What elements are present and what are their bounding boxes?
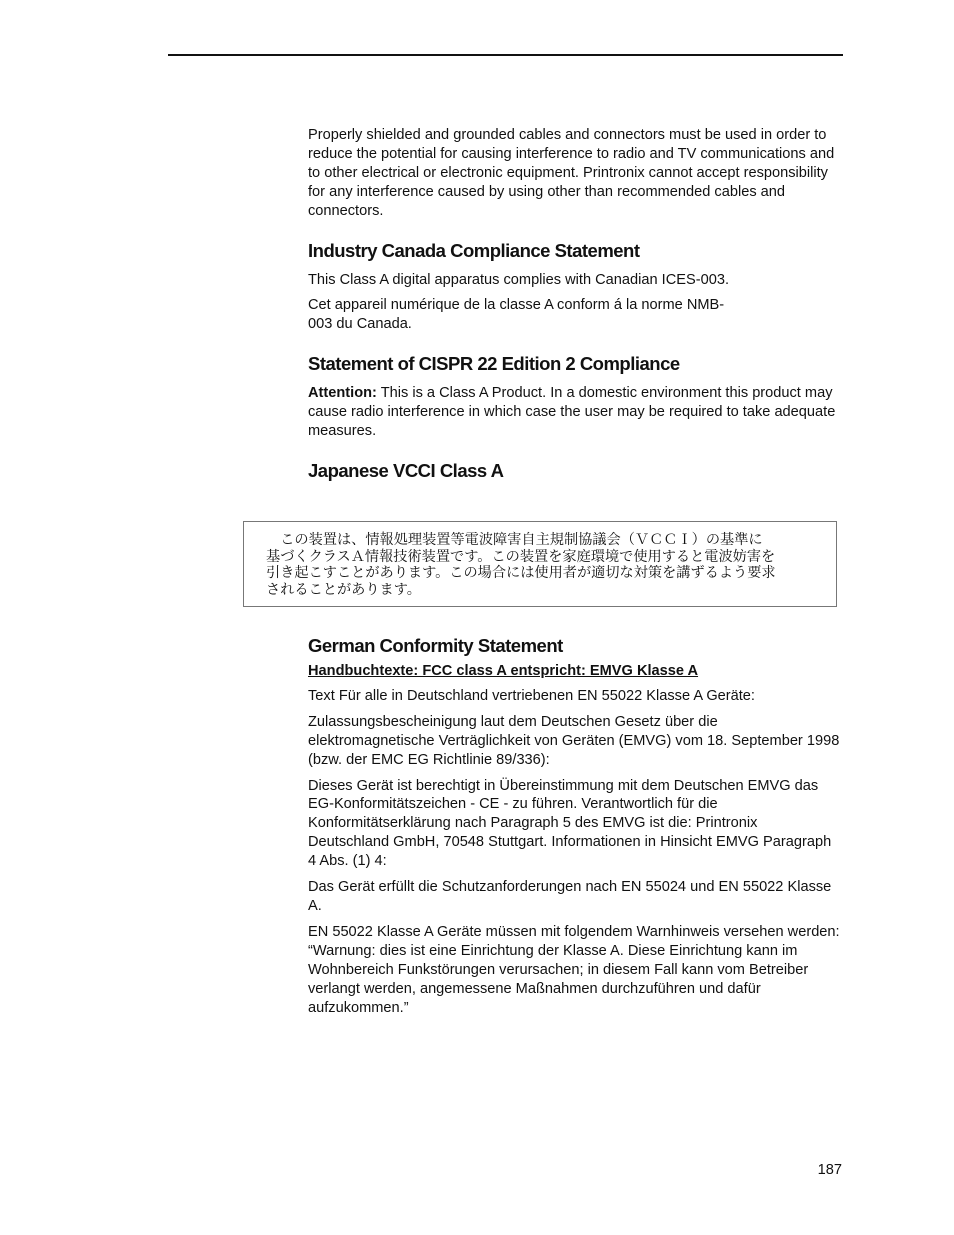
german-paragraph-4: Das Gerät erfüllt die Schutzanforderungen nach EN 55024 und EN 55022 Klasse A. <box>308 879 832 914</box>
page-number: 187 <box>817 1162 842 1178</box>
compliance-section-german <box>308 633 842 1024</box>
vcci-statement-box <box>243 521 837 607</box>
german-paragraph-3: Dieses Gerät ist berechtigt in Übereinstimmung mit dem Deutschen EMVG das EG-Konformitätszeichen - CE - zu führen. Verantwortlich für die Konformitätserklärung nach Paragraph 5 des EMVG ist die: Printronix Deutschland GmbH, 70548 Stuttgart. Informationen in Hinsicht EMVG Paragraph 4 Abs. (1) 4: <box>308 777 832 870</box>
cispr-paragraph <box>308 384 842 441</box>
industry-canada-heading: Industry Canada Compliance Statement <box>308 239 640 261</box>
cispr-heading: Statement of CISPR 22 Edition 2 Compliance <box>308 353 680 375</box>
cables-paragraph: Properly shielded and grounded cables and connectors must be used in order to reduce the potential for causing interference to radio and TV communications and to other electrical or electronic equipment. Printronix cannot accept responsibility for any interference caused by using other than recommended cables and connectors. <box>308 127 835 219</box>
german-paragraph-1: Text Für alle in Deutschland vertriebenen EN 55022 Klasse A Geräte: <box>308 687 755 704</box>
german-subheading: Handbuchtexte: FCC class A entspricht: EMVG Klasse A <box>308 663 699 679</box>
vcci-heading: Japanese VCCI Class A <box>308 459 504 481</box>
industry-canada-french: Cet appareil numérique de la classe A conform á la norme NMB-003 du Canada. <box>308 297 725 333</box>
cispr-text: This is a Class A Product. In a domestic environment this product may cause radio interference in which case the user may be required to take adequate measures. <box>308 385 836 440</box>
industry-canada-english: This Class A digital apparatus complies with Canadian ICES-003. <box>308 271 730 288</box>
german-heading: German Conformity Statement <box>308 635 563 656</box>
german-paragraph-2: Zulassungsbescheinigung laut dem Deutschen Gesetz über die elektromagnetische Verträglichkeit von Geräten (EMVG) vom 18. September 1998 (bzw. der EMC EG Richtlinie 89/336): <box>308 713 840 768</box>
german-paragraph-5: EN 55022 Klasse A Geräte müssen mit folgendem Warnhinweis versehen werden: “Warnung: dies ist eine Einrichtung der Klasse A. Diese Einrichtung kann im Wohnbereich Funkstörungen verursachen; in diesem Fall kann vom Betreiber verlangt werden, angemessene Maßnahmen durchzuführen und dafür aufzukommen.” <box>308 923 840 1016</box>
header-rule <box>168 54 843 56</box>
vcci-japanese-text: この装置は、情報処理装置等電波障害自主規制協議会（ＶＣＣＩ）の基準に 基づくクラスＡ情報技術装置です。この装置を家庭環境で使用すると電波妨害を 引き起こすことがあります。この場合には使用者が適切な対策を講ずるよう要求 されることがあります。 <box>266 532 776 598</box>
compliance-section-upper <box>308 126 842 484</box>
cispr-attention-label: Attention: <box>308 385 377 402</box>
